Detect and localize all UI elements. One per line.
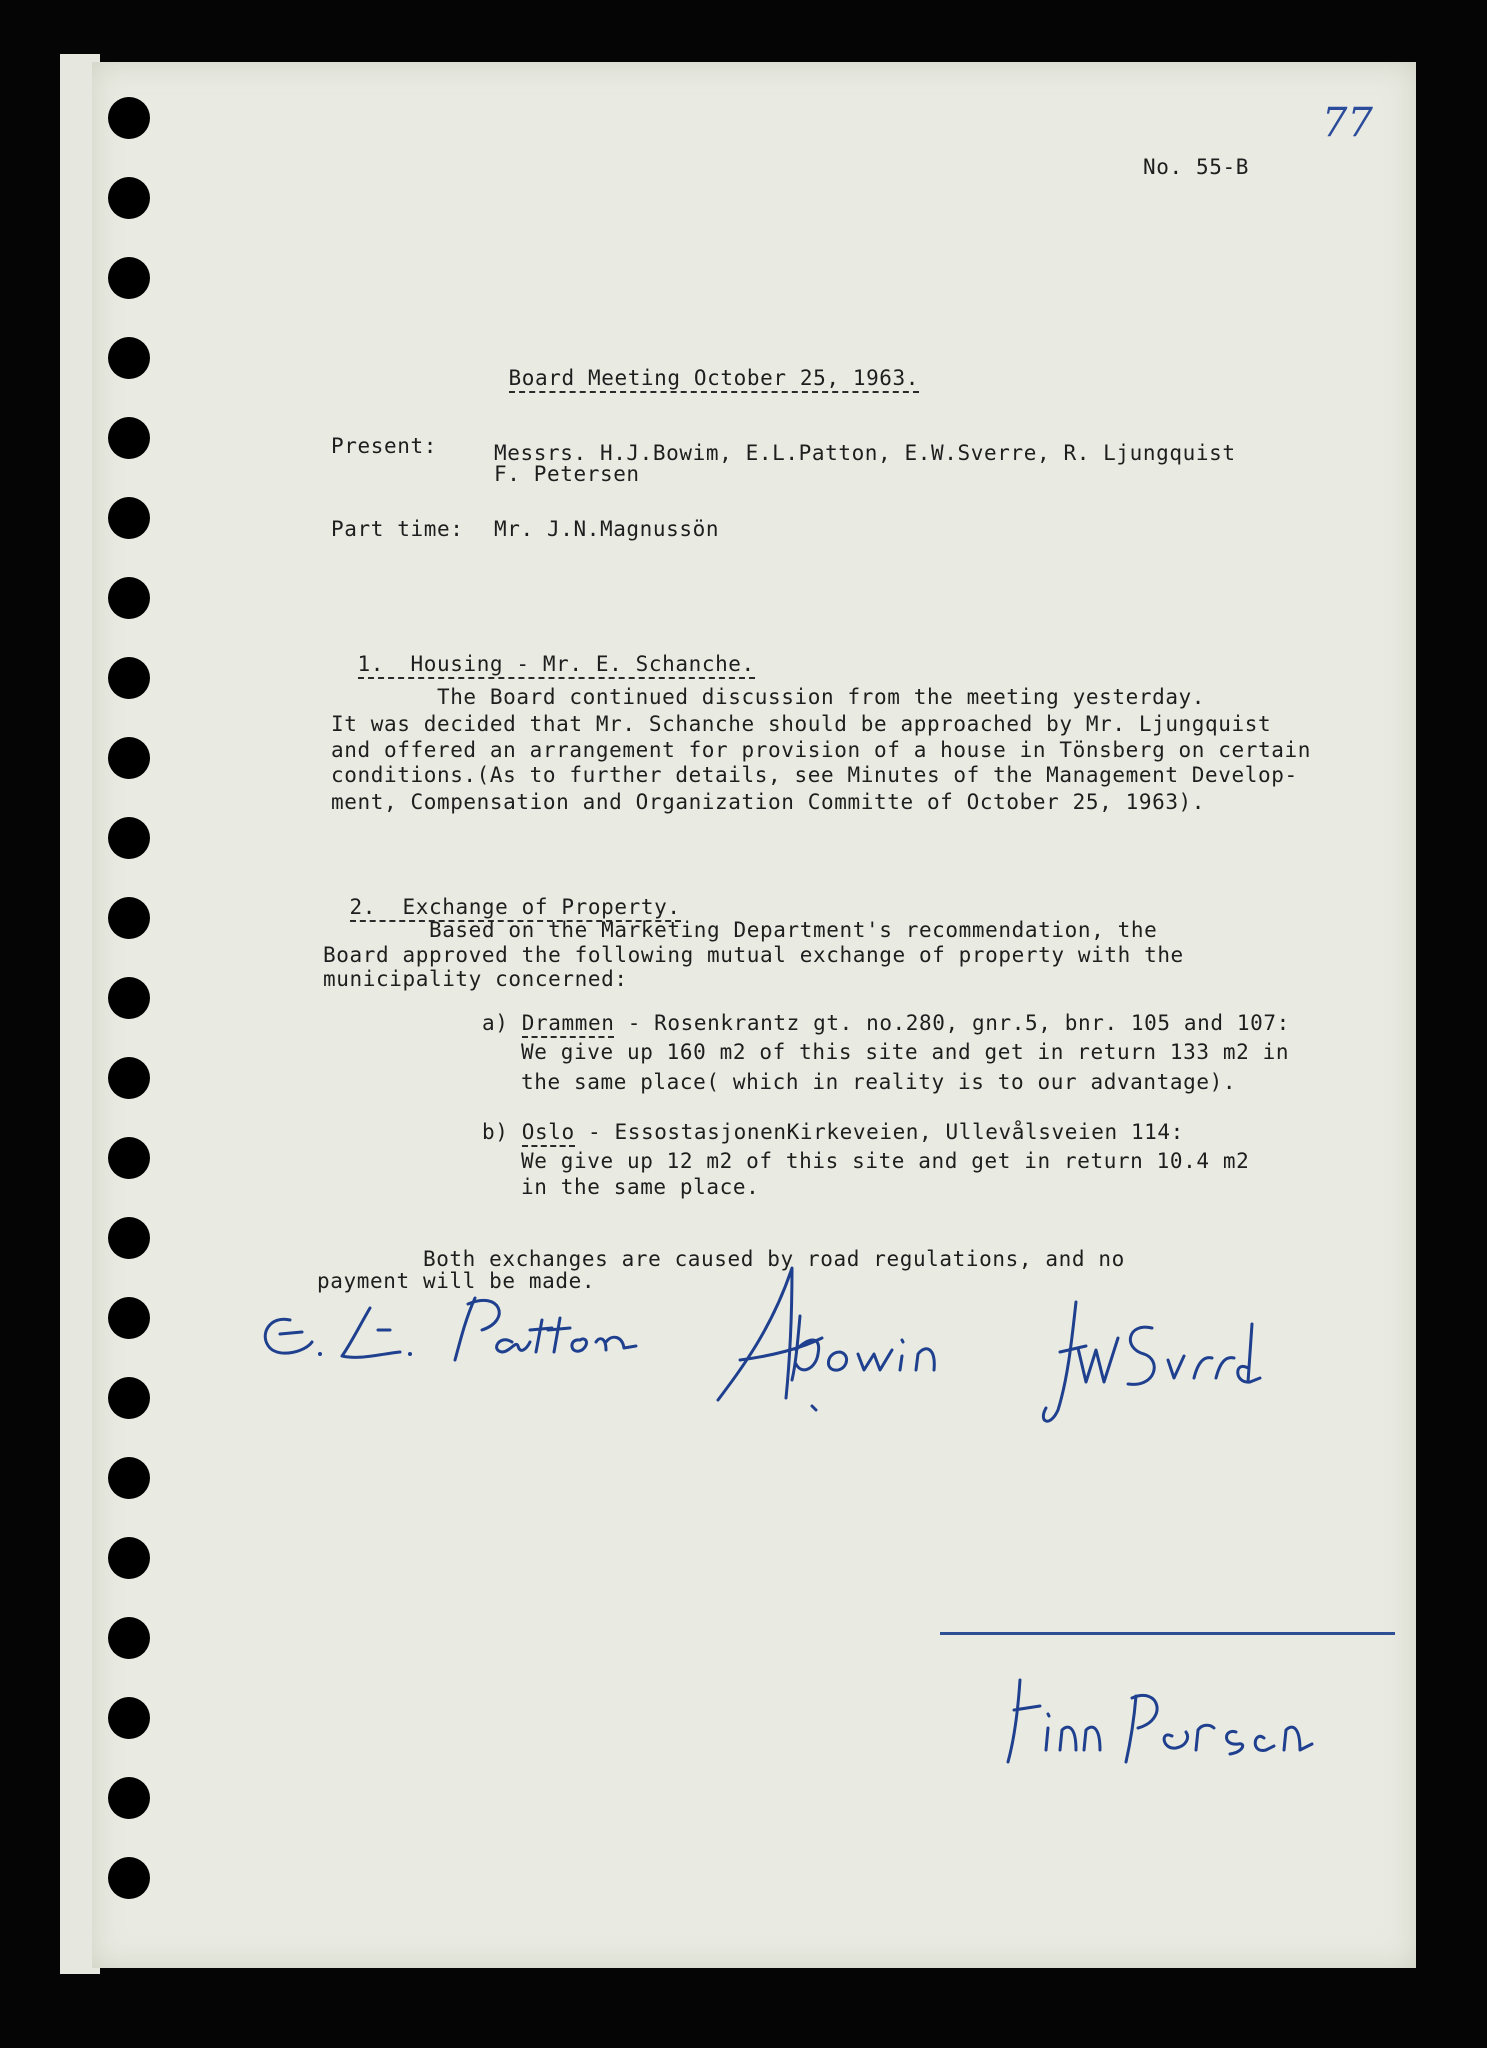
closing-line: payment will be made. bbox=[317, 1269, 596, 1293]
signature-rule bbox=[940, 1632, 1395, 1635]
section-1-line: The Board continued discussion from the meeting yesterday. bbox=[331, 685, 1206, 709]
section-2-heading-text: 2. Exchange of Property. bbox=[350, 895, 681, 922]
section-1-heading-text: 1. Housing - Mr. E. Schanche. bbox=[358, 652, 755, 679]
punch-hole bbox=[108, 97, 150, 139]
item-b-line: We give up 12 m2 of this site and get in return 10.4 m2 bbox=[521, 1149, 1250, 1173]
item-a-place: Drammen bbox=[522, 1011, 615, 1038]
document-number: No. 55-B bbox=[1143, 155, 1249, 179]
section-2-intro-line: municipality concerned: bbox=[323, 967, 628, 991]
item-b-place: Oslo bbox=[522, 1120, 575, 1147]
handwritten-page-number: 77 bbox=[1322, 100, 1373, 146]
punch-hole bbox=[108, 1857, 150, 1899]
section-2-heading bbox=[323, 868, 681, 920]
punch-hole bbox=[108, 177, 150, 219]
item-b-line: in the same place. bbox=[521, 1175, 760, 1199]
page-title bbox=[482, 339, 919, 391]
punch-hole bbox=[108, 337, 150, 379]
punch-hole bbox=[108, 977, 150, 1019]
punch-hole bbox=[108, 737, 150, 779]
item-a-marker: a) bbox=[482, 1011, 509, 1035]
punch-hole bbox=[108, 1377, 150, 1419]
present-line-2: F. Petersen bbox=[494, 462, 640, 486]
section-1-line: and offered an arrangement for provision of a house in Tönsberg on certain bbox=[331, 738, 1311, 762]
item-a-first-line bbox=[482, 1010, 1290, 1036]
punch-hole bbox=[108, 1537, 150, 1579]
punch-hole bbox=[108, 1217, 150, 1259]
present-line-1: Messrs. H.J.Bowim, E.L.Patton, E.W.Sverre, R. Ljungquist bbox=[494, 441, 1236, 465]
punch-hole bbox=[108, 1057, 150, 1099]
punch-hole bbox=[108, 1297, 150, 1339]
punch-hole bbox=[108, 1697, 150, 1739]
item-a-line: the same place( which in reality is to our advantage). bbox=[521, 1070, 1237, 1094]
signature-sverre bbox=[1038, 1298, 1268, 1438]
punch-hole bbox=[108, 1617, 150, 1659]
part-time-value: Mr. J.N.Magnussön bbox=[494, 517, 720, 541]
present-label: Present: bbox=[331, 434, 437, 458]
punch-hole bbox=[108, 657, 150, 699]
page-title-text: Board Meeting October 25, 1963. bbox=[509, 366, 920, 393]
item-b-address: - EssostasjonenKirkeveien, Ullevålsveien 114: bbox=[574, 1120, 1184, 1144]
punch-hole bbox=[108, 577, 150, 619]
punch-hole bbox=[108, 257, 150, 299]
punch-hole bbox=[108, 497, 150, 539]
closing-line: Both exchanges are caused by road regulations, and no bbox=[317, 1247, 1125, 1271]
punch-hole bbox=[108, 1457, 150, 1499]
item-a-address: - Rosenkrantz gt. no.280, gnr.5, bnr. 105 and 107: bbox=[614, 1011, 1290, 1035]
signature-petersen bbox=[1000, 1670, 1320, 1770]
section-1-heading bbox=[331, 625, 755, 677]
section-1-line: conditions.(As to further details, see Minutes of the Management Develop- bbox=[331, 763, 1298, 787]
punch-hole bbox=[108, 897, 150, 939]
section-2-intro-line: Board approved the following mutual exchange of property with the bbox=[323, 943, 1184, 967]
section-2-intro-line: Based on the Marketing Department's recommendation, the bbox=[323, 918, 1158, 942]
punch-hole bbox=[108, 1777, 150, 1819]
signature-patton bbox=[250, 1290, 640, 1370]
punch-hole bbox=[108, 417, 150, 459]
punch-hole bbox=[108, 817, 150, 859]
signature-bowim bbox=[712, 1268, 1012, 1418]
item-b-marker: b) bbox=[482, 1120, 509, 1144]
section-1-line: ment, Compensation and Organization Committe of October 25, 1963). bbox=[331, 790, 1206, 814]
part-time-label: Part time: bbox=[331, 517, 464, 541]
item-b-first-line bbox=[482, 1119, 1184, 1145]
section-1-line: It was decided that Mr. Schanche should be approached by Mr. Ljungquist bbox=[331, 712, 1272, 736]
punch-hole bbox=[108, 1137, 150, 1179]
item-a-line: We give up 160 m2 of this site and get in return 133 m2 in bbox=[521, 1040, 1290, 1064]
